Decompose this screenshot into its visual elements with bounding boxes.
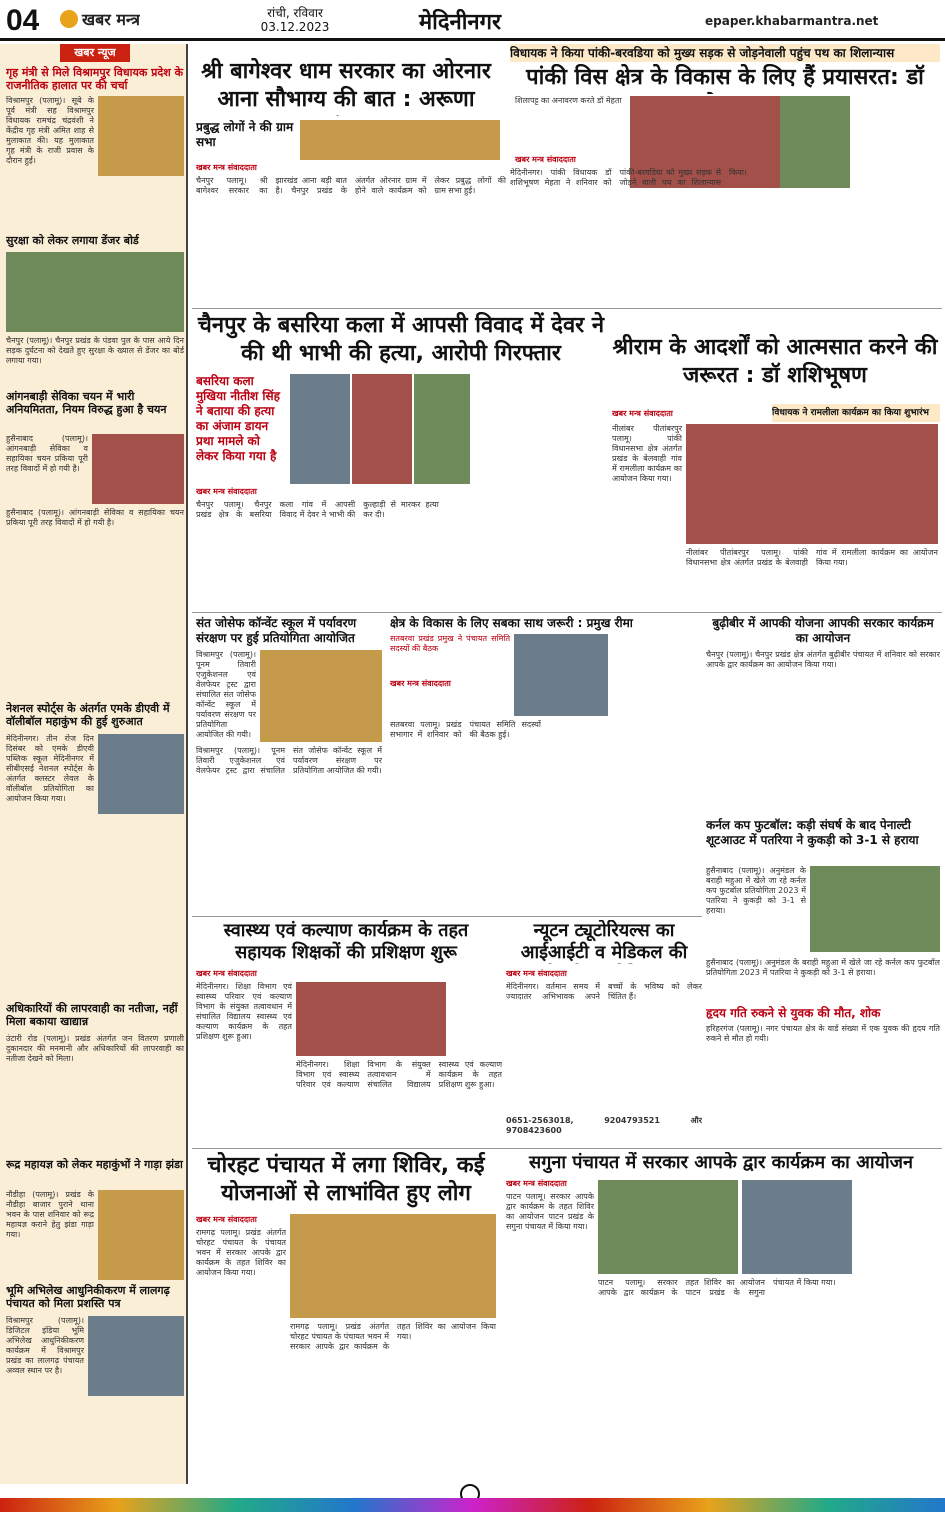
budhibir-headline[interactable]: बुढ़ीबीर में आपकी योजना आपकी सरकार कार्यक्रम का आयोजन — [712, 616, 934, 645]
epaper-url[interactable]: epaper.khabarmantra.net — [705, 14, 879, 28]
bageshwar-byline: खबर मन्त्र संवाददाता — [196, 163, 257, 172]
newton-headline[interactable]: न्यूटन ट्यूटोरियल्स का आईआईटी व मेडिकल की — [520, 920, 688, 963]
shriram-strip: विधायक ने रामलीला कार्यक्रम का किया शुभारंभ — [772, 404, 940, 422]
murder-byline: खबर मन्त्र संवाददाता — [196, 487, 257, 496]
sidebar-story2-headline[interactable]: सुरक्षा को लेकर लगाया डेंजर बोर्ड — [6, 234, 139, 247]
page-number: 04 — [6, 4, 40, 37]
saguna-photo-1 — [598, 1180, 738, 1274]
sidebar-story1-headline[interactable]: गृह मंत्री से मिले विश्रामपुर विधायक प्रदेश के राजनीतिक हालात पर की चर्चा — [6, 66, 184, 92]
murder-photo-3 — [414, 374, 470, 484]
rima-caption: सतबरवा प्रखंड प्रमुख ने पंचायत समिति सदस्यों की बैठक — [390, 634, 510, 653]
edition-date — [250, 6, 340, 34]
sidebar-story6-photo — [98, 1190, 184, 1280]
school-photo — [260, 650, 382, 742]
shriram-body-continued: नीलांबर पीतांबरपुर पलामू। पांकी विधानसभा क्षेत्र अंतर्गत प्रखंड के बेलवाही गांव में रामलीला कार्यक्रम का आयोजन किया गया। — [686, 548, 938, 567]
murder-photo-1 — [290, 374, 350, 484]
rima-body: सतबरवा पलामू। प्रखंड सभागार में शनिवार को पंचायत समिति सदस्यों की बैठक हुई। — [390, 720, 541, 739]
teachers-body: मेदिनीनगर। शिक्षा विभाग एवं स्वास्थ्य परिवार एवं कल्याण विभाग के संयुक्त तत्वावधान में संचालित विद्यालय स्वास्थ्य एवं कल्याण कार्यक्रम के तहत प्रशिक्षण शुरू हुआ। — [196, 982, 292, 1041]
masthead-logo — [60, 8, 140, 30]
football-body-continued: हुसैनाबाद (पलामू)। अनुमंडल के बराही महुआ में खेले जा रहे कर्नल कप फुटबॉल प्रतियोगिता 2023 में पतरिया ने कुकड़ी को 3-1 से हराया। — [706, 958, 940, 977]
mehta-byline: खबर मन्त्र संवाददाता — [515, 155, 576, 164]
chorhat-body: रामगढ़ पलामू। प्रखंड अंतर्गत चोरहट पंचायत के पंचायत भवन में सरकार आपके द्वार कार्यक्रम के तहत शिविर का आयोजन किया गया। — [196, 1228, 286, 1277]
sidebar-story3-headline[interactable]: आंगनबाड़ी सेविका चयन में भारी अनियमितता, नियम विरुद्ध हुआ है चयन — [6, 390, 167, 416]
sidebar-story5-body: उंटारी रोड (पलामू)। प्रखंड अंतर्गत जन वितरण प्रणाली दुकानदार की मनमानी और अधिकारियों की लापरवाही का नतीजा देखने को मिला। — [6, 1034, 184, 1063]
top-banner[interactable]: विधायक ने किया पांकी-बरवडिया को मुख्य सड़क से जोड़नेवाली पहुंच पथ का शिलान्यास — [510, 44, 940, 62]
murder-headline[interactable]: चैनपुर के बसरिया कला में आपसी विवाद में देवर ने की थी भाभी की हत्या, आरोपी गिरफ्तार — [197, 313, 605, 366]
teachers-byline: खबर मन्त्र संवाददाता — [196, 969, 257, 978]
sidebar-story5-headline[interactable]: अधिकारियों की लापरवाही का नतीजा, नहीं मिला बकाया खाद्यान्न — [6, 1002, 178, 1028]
divider — [192, 916, 702, 917]
accident-body: हरिहरगंज (पलामू)। नगर पंचायत क्षेत्र के वार्ड संख्या में एक युवक की हृदय गति रुकने से मौत हो गयी। — [706, 1024, 940, 1043]
city-day: रांची, रविवार — [267, 6, 323, 20]
chorhat-body-continued: रामगढ़ पलामू। प्रखंड अंतर्गत चोरहट पंचायत के पंचायत भवन में सरकार आपके द्वार कार्यक्रम के तहत शिविर का आयोजन किया गया। — [290, 1322, 496, 1351]
section-title: मेदिनीनगर — [418, 10, 502, 35]
bageshwar-photo — [300, 120, 500, 160]
divider — [192, 308, 942, 309]
header-rule — [0, 38, 945, 41]
sidebar-story3-body: हुसैनाबाद (पलामू)। आंगनबाड़ी सेविका व सहायिका चयन प्रकिया पूरी तरह विवादों में हो गयी है। — [6, 434, 88, 473]
teachers-body-continued: मेदिनीनगर। शिक्षा विभाग एवं स्वास्थ्य परिवार एवं कल्याण विभाग के संयुक्त तत्वावधान में संचालित विद्यालय स्वास्थ्य एवं कल्याण कार्यक्रम के तहत प्रशिक्षण शुरू हुआ। — [296, 1060, 502, 1089]
sidebar-story1-photo — [98, 96, 184, 176]
logo-icon — [60, 10, 78, 28]
saguna-body: पाटन पलामू। सरकार आपके द्वार कार्यक्रम के तहत शिविर का आयोजन पाटन प्रखंड के सगुना पंचायत में किया गया। — [506, 1192, 594, 1231]
teachers-photo — [296, 982, 446, 1056]
chorhat-headline[interactable]: चोरहट पंचायत में लगा शिविर, कई योजनाओं से लाभांवित हुए लोग — [207, 1153, 485, 1206]
saguna-headline[interactable]: सगुना पंचायत में सरकार आपके द्वार कार्यक्रम का आयोजन — [529, 1152, 913, 1173]
mehta-body: मेदिनीनगर। पांकी विधायक डॉ शशिभूषण मेहता ने शनिवार को पांकी-बरवडिया को मुख्य सड़क से जोड़ने वाली पथ का शिलान्यास किया। — [510, 168, 747, 187]
sidebar-story7-body: विश्रामपुर (पलामू)। डिजिटल इंडिया भूमि अभिलेख आधुनिकीकरण कार्यक्रम में विश्रामपुर प्रखंड का लालगढ़ पंचायत अव्वल स्थान पर है। — [6, 1316, 84, 1375]
sidebar-story4-headline[interactable]: नेशनल स्पोर्ट्स के अंतर्गत एमके डीएवी में वॉलीबॉल महाकुंभ की हुई शुरुआत — [6, 702, 170, 728]
accident-headline[interactable]: हृदय गति रुकने से युवक की मौत, शोक — [706, 1006, 881, 1020]
rima-photo — [514, 634, 608, 716]
school-headline[interactable]: संत जोसेफ कॉन्वेंट स्कूल में पर्यावरण संरक्षण पर हुई प्रतियोगिता आयोजित — [196, 616, 357, 645]
date: 03.12.2023 — [260, 20, 330, 34]
sidebar-story3-photo — [92, 434, 184, 504]
divider — [192, 612, 942, 613]
murder-photo-2 — [352, 374, 412, 484]
sidebar-story2-photo — [6, 252, 184, 332]
sidebar-story4-photo — [98, 734, 184, 814]
school-body: विश्रामपुर (पलामू)। पूनम तिवारी एजुकेशनल एवं वेलफेयर ट्रस्ट द्वारा संचालित संत जोसेफ कॉन्वेंट स्कूल में पर्यावरण संरक्षण पर प्रतियोगिता आयोजित की गयी। — [196, 650, 256, 739]
chorhat-byline: खबर मन्त्र संवाददाता — [196, 1215, 257, 1224]
divider — [192, 1148, 942, 1149]
newton-body: मेदिनीनगर। वर्तमान समय में ज्यादातर अभिभावक अपने बच्चों के भविष्य को लेकर चिंतित हैं। — [506, 982, 702, 1001]
murder-kicker: बसरिया कला मुखिया नीतीश सिंह ने बताया की हत्या का अंजाम डायन प्रथा मामले को लेकर किया गया है — [196, 374, 280, 463]
sidebar-tag: खबर न्यूज — [60, 44, 130, 62]
murder-body: चैनपुर पलामू। चैनपुर प्रखंड क्षेत्र के बसरिया कला गांव में आपसी विवाद में देवर ने भाभी की कुल्हाड़ी से मारकर हत्या कर दी। — [196, 500, 439, 519]
shriram-photo — [686, 424, 938, 544]
shriram-byline: खबर मन्त्र संवाददाता — [612, 409, 673, 418]
mehta-caption: शिलापट्ट का अनावरण करते डॉ मेहता — [515, 96, 622, 105]
sidebar-story6-headline[interactable]: रूद्र महायज्ञ को लेकर महाकुंभों ने गाड़ा झंडा — [6, 1158, 183, 1171]
budhibir-body: चैनपुर (पलामू)। चैनपुर प्रखंड क्षेत्र अंतर्गत बुढ़ीबीर पंचायत में शनिवार को सरकार आपके द्वार कार्यक्रम का आयोजन किया गया। — [706, 650, 940, 669]
football-headline[interactable]: कर्नल कप फुटबॉल: कड़ी संघर्ष के बाद पेनाल्टी शूटआउट में पतरिया ने कुकड़ी को 3-1 से हराया — [706, 818, 919, 847]
sidebar-story7-headline[interactable]: भूमि अभिलेख आधुनिकीकरण में लालगढ़ पंचायत को मिला प्रशस्ति पत्र — [6, 1284, 170, 1310]
chorhat-photo — [290, 1214, 496, 1318]
logo-text: खबर मन्त्र — [82, 10, 140, 29]
sidebar-story6-body: नौडीहा (पलामू)। प्रखंड के नौडीहा बाजार पुराने थाना भवन के पास शनिवार को रूद्र महायज्ञ कराने हेतु झंडा गाड़ा गया। — [6, 1190, 94, 1239]
bageshwar-body: चैनपुर पलामू। श्री बागेश्वर सरकार का झारखंड आना बड़ी बात है। चैनपुर प्रखंड के अंतर्गत ओरनार ग्राम में होने वाले कार्यक्रम को लेकर प्रबुद्ध लोगों की ग्राम सभा हुई। — [196, 176, 506, 195]
saguna-body-continued: पाटन पलामू। सरकार आपके द्वार कार्यक्रम के तहत शिविर का आयोजन पाटन प्रखंड के सगुना पंचायत में किया गया। — [598, 1278, 836, 1297]
bageshwar-headline[interactable]: श्री बागेश्वर धाम सरकार का ओरनार आना सौभाग्य की बात : अरूणा — [201, 59, 491, 112]
saguna-byline: खबर मन्त्र संवाददाता — [506, 1179, 567, 1188]
sidebar-story3-body-continued: हुसैनाबाद (पलामू)। आंगनबाड़ी सेविका व सहायिका चयन प्रकिया पूरी तरह विवादों में हो गयी है। — [6, 508, 184, 527]
bageshwar-kicker: प्रबुद्ध लोगों ने की ग्राम सभा — [196, 120, 294, 149]
shriram-headline[interactable]: श्रीराम के आदर्शों को आत्मसात करने की जरूरत : डॉ शशिभूषण — [612, 335, 938, 388]
shriram-body: नीलांबर पीतांबरपुर पलामू। पांकी विधानसभा क्षेत्र अंतर्गत प्रखंड के बेलवाही गांव में रामलीला कार्यक्रम का आयोजन किया गया। — [612, 424, 682, 483]
sidebar-story2-body: चैनपुर (पलामू)। चैनपुर प्रखंड के पंडवा पुल के पास आये दिन सड़क दुर्घटना को देखते हुए सुरक्षा के ख्याल से डेंजर का बोर्ड लगाया गया। — [6, 336, 184, 365]
rima-headline[interactable]: क्षेत्र के विकास के लिए सबका साथ जरूरी : प्रमुख रीमा — [390, 616, 633, 630]
football-photo — [810, 866, 940, 952]
rima-byline: खबर मन्त्र संवाददाता — [390, 679, 451, 688]
football-body: हुसैनाबाद (पलामू)। अनुमंडल के बराही महुआ में खेले जा रहे कर्नल कप फुटबॉल प्रतियोगिता 2023 में पतरिया ने कुकड़ी को 3-1 से हराया। — [706, 866, 806, 915]
color-strip — [0, 1498, 945, 1512]
newton-phone: 0651-2563018, 9204793521 और 9708423600 — [506, 1116, 702, 1135]
sidebar-story7-photo — [88, 1316, 184, 1396]
mehta-headline[interactable]: पांकी विस क्षेत्र के विकास के लिए हैं प्रयासरत: डॉ — [526, 65, 924, 90]
teachers-headline[interactable]: स्वास्थ्य एवं कल्याण कार्यक्रम के तहत सहायक शिक्षकों की प्रशिक्षण शुरू — [223, 920, 469, 963]
saguna-photo-2 — [742, 1180, 852, 1274]
school-body-continued: विश्रामपुर (पलामू)। पूनम तिवारी एजुकेशनल एवं वेलफेयर ट्रस्ट द्वारा संचालित संत जोसेफ कॉन्वेंट स्कूल में पर्यावरण संरक्षण पर प्रतियोगिता आयोजित की गयी। — [196, 746, 382, 775]
sidebar-story4-body: मेदिनीनगर। तीन रोज दिन दिसंबर को एमके डीएवी पब्लिक स्कूल मेदिनीनगर में सीबीएसई नेशनल स्पोर्ट्स के अंतर्गत क्लस्टर लेवल के वॉलीबॉल प्रतियोगिता का आयोजन किया गया। — [6, 734, 94, 803]
sidebar-story1-body: विश्रामपुर (पलामू)। सूबे के पूर्व मंत्री सह विश्रामपुर विधायक रामचंद्र चंद्रवंशी ने केंद्रीय गृह मंत्री अमित शाह से मुलाकात की। यह मुलाकात गृह मंत्री के राजी प्रवास के दौरान हुई। — [6, 96, 94, 165]
newton-byline: खबर मन्त्र संवाददाता — [506, 969, 567, 978]
